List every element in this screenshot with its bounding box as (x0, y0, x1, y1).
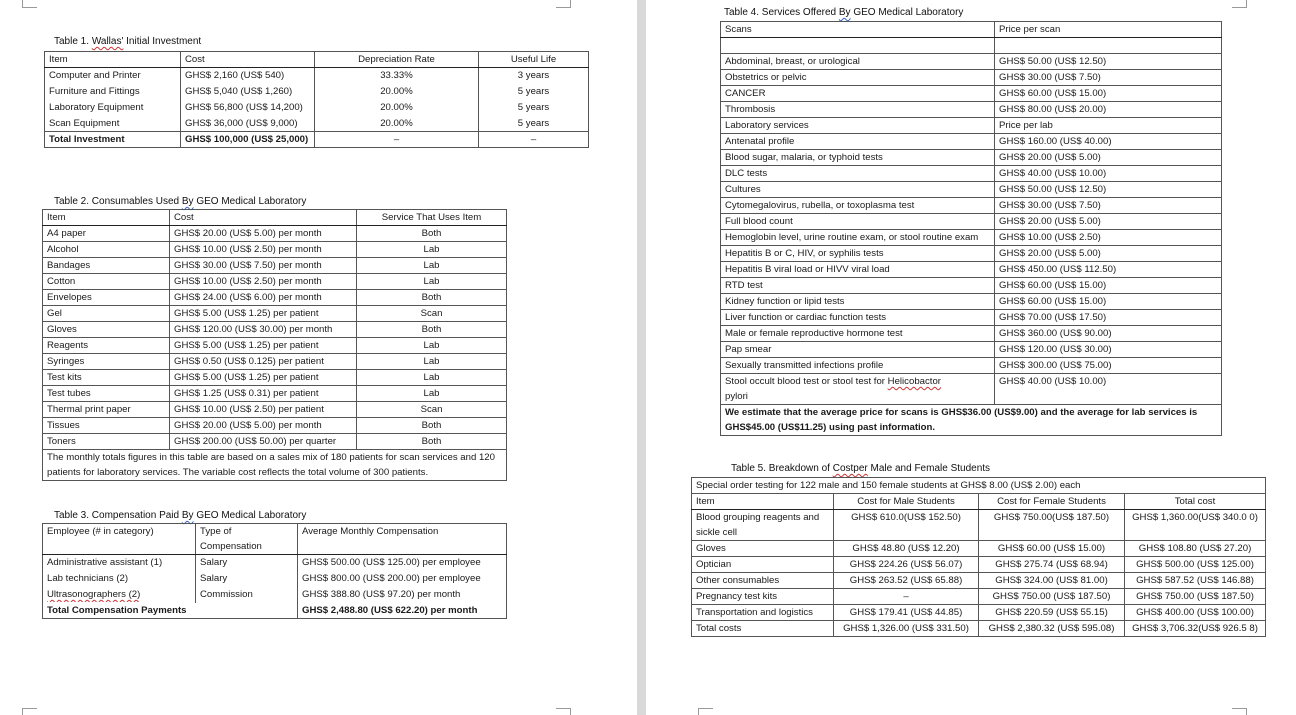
table-cell: GHS$ 40.00 (US$ 10.00) (995, 166, 1222, 182)
table-row (721, 70, 1222, 86)
table-cell (43, 587, 196, 603)
table-header-row (43, 524, 507, 555)
total-cell: GHS$ 2,488.80 (US$ 622.20) per month (298, 603, 507, 619)
table-row (721, 278, 1222, 294)
caption-prefix: Table 2. Consumables Used (54, 196, 180, 207)
caption-prefix: Table 3. Compensation Paid (54, 510, 180, 521)
table-cell: 20.00% (315, 84, 479, 100)
table-row (43, 587, 507, 603)
table-cell: GHS$ 60.00 (US$ 15.00) (995, 278, 1222, 294)
table-note: The monthly totals figures in this table are based on a sales mix of 180 patients for scan services and 120 patients for laboratory services. The variable cost reflects the total volume of 300 patients. (43, 450, 507, 481)
table-cell: GHS$ 50.00 (US$ 12.50) (995, 182, 1222, 198)
table-cell: Commission (196, 587, 298, 603)
table5-breakdown (691, 477, 1266, 637)
table-cell: GHS$ 30.00 (US$ 7.50) (995, 198, 1222, 214)
table5-caption (731, 463, 990, 474)
table-cell: GHS$ 160.00 (US$ 40.00) (995, 134, 1222, 150)
table-row (721, 310, 1222, 326)
table-cell: 5 years (479, 100, 589, 116)
table-row (43, 274, 507, 290)
table-cell: Thermal print paper (43, 402, 170, 418)
table-cell: Lab (357, 370, 507, 386)
page-corner-mark (22, 708, 37, 715)
table-cell: GHS$ 10.00 (US$ 2.50) per month (170, 274, 357, 290)
table-row (721, 326, 1222, 342)
table-row (43, 306, 507, 322)
stool-test-text: Stool occult blood test or stool test for (725, 376, 885, 387)
table-cell: GHS$ 450.00 (US$ 112.50) (995, 262, 1222, 278)
table-cell: GHS$ 36,000 (US$ 9,000) (181, 116, 315, 132)
table-cell: GHS$ 80.00 (US$ 20.00) (995, 102, 1222, 118)
table-cell: GHS$ 120.00 (US$ 30.00) (995, 342, 1222, 358)
table-cell: GHS$ 10.00 (US$ 2.50) per month (170, 242, 357, 258)
table-cell: GHS$ 324.00 (US$ 81.00) (979, 573, 1125, 589)
total-cell: Total Compensation Payments (43, 603, 298, 619)
table-row (45, 84, 589, 100)
table-cell: GHS$ 275.74 (US$ 68.94) (979, 557, 1125, 573)
page-corner-mark (1232, 708, 1247, 715)
table-cell: 3 years (479, 68, 589, 84)
table-cell: Envelopes (43, 290, 170, 306)
table-cell: Test kits (43, 370, 170, 386)
section-header-row (721, 118, 1222, 134)
total-cell: GHS$ 2,380.32 (US$ 595.08) (979, 621, 1125, 637)
table-cell: 5 years (479, 84, 589, 100)
column-header: Service That Uses Item (357, 210, 507, 226)
page-corner-mark (1232, 0, 1247, 8)
table-cell: GHS$ 120.00 (US$ 30.00) per month (170, 322, 357, 338)
table-cell: Lab (357, 274, 507, 290)
table-row (721, 150, 1222, 166)
table-cell: GHS$ 179.41 (US$ 44.85) (834, 605, 979, 621)
table-cell: Other consumables (692, 573, 834, 589)
table-cell: GHS$ 224.26 (US$ 56.07) (834, 557, 979, 573)
table-cell: Syringes (43, 354, 170, 370)
table-cell: Kidney function or lipid tests (721, 294, 995, 310)
table-row (43, 370, 507, 386)
table-cell: GHS$ 360.00 (US$ 90.00) (995, 326, 1222, 342)
caption-prefix: Table 4. Services Offered (724, 7, 837, 18)
table-cell: GHS$ 56,800 (US$ 14,200) (181, 100, 315, 116)
table-header-row (692, 494, 1266, 510)
table-cell (721, 374, 995, 405)
table2-caption (54, 196, 306, 207)
table-row (43, 434, 507, 450)
column-header: Total cost (1125, 494, 1266, 510)
table-row (721, 246, 1222, 262)
table-cell: Gloves (43, 322, 170, 338)
table-cell: Both (357, 322, 507, 338)
table-cell: GHS$ 300.00 (US$ 75.00) (995, 358, 1222, 374)
column-header: Scans (721, 22, 995, 38)
table-cell: Cultures (721, 182, 995, 198)
table-row (692, 573, 1266, 589)
table-header-row (43, 210, 507, 226)
note-row (721, 405, 1222, 436)
table-row (721, 198, 1222, 214)
note-row (43, 450, 507, 481)
table-cell: Obstetrics or pelvic (721, 70, 995, 86)
table-cell: GHS$ 610.0(US$ 152.50) (834, 510, 979, 541)
table-cell: Scan Equipment (45, 116, 181, 132)
total-cell: GHS$ 3,706.32(US$ 926.5 8) (1125, 621, 1266, 637)
table-cell: Cytomegalovirus, rubella, or toxoplasma test (721, 198, 995, 214)
table-row (43, 338, 507, 354)
table-cell: GHS$ 750.00 (US$ 187.50) (979, 589, 1125, 605)
table-row (721, 182, 1222, 198)
table-row (43, 242, 507, 258)
table-cell: GHS$ 20.00 (US$ 5.00) (995, 214, 1222, 230)
caption-by: By (181, 510, 194, 521)
table-cell: 20.00% (315, 116, 479, 132)
section-header: Price per lab (995, 118, 1222, 134)
total-row (45, 132, 589, 148)
table-cell: GHS$ 10.00 (US$ 2.50) (995, 230, 1222, 246)
table-cell: GHS$ 30.00 (US$ 7.50) (995, 70, 1222, 86)
table-row (721, 134, 1222, 150)
table-row (43, 290, 507, 306)
column-header: Depreciation Rate (315, 52, 479, 68)
caption-rest: GEO Medical Laboratory (196, 510, 307, 521)
table-subtitle: Special order testing for 122 male and 150 female students at GHS$ 8.00 (US$ 2.00) each (692, 478, 1266, 494)
caption-prefix: Table 1. (54, 36, 90, 47)
table-cell: Reagents (43, 338, 170, 354)
table-cell: Antenatal profile (721, 134, 995, 150)
table-row (692, 557, 1266, 573)
caption-rest: Initial Investment (126, 36, 202, 47)
table-row (721, 214, 1222, 230)
caption-rest: GEO Medical Laboratory (853, 7, 964, 18)
column-header: Item (45, 52, 181, 68)
column-header: Employee (# in category) (43, 524, 196, 555)
column-header: Cost for Male Students (834, 494, 979, 510)
caption-by: By (181, 196, 194, 207)
table-cell: A4 paper (43, 226, 170, 242)
column-header: Type of Compensation (196, 524, 298, 555)
table-cell: 5 years (479, 116, 589, 132)
table-cell: GHS$ 750.00(US$ 187.50) (979, 510, 1125, 541)
table-cell: GHS$ 800.00 (US$ 200.00) per employee (298, 571, 507, 587)
table-cell: Transportation and logistics (692, 605, 834, 621)
caption-prefix: Table 5. Breakdown of (731, 463, 830, 474)
table-cell: Blood sugar, malaria, or typhoid tests (721, 150, 995, 166)
table-cell: GHS$ 108.80 (US$ 27.20) (1125, 541, 1266, 557)
page-corner-mark (556, 708, 571, 715)
column-header: Average Monthly Compensation (298, 524, 507, 555)
table-row (692, 541, 1266, 557)
table2-consumables (42, 209, 507, 481)
table-row (721, 86, 1222, 102)
table-cell: 20.00% (315, 100, 479, 116)
table-cell: GHS$ 587.52 (US$ 146.88) (1125, 573, 1266, 589)
table-row (43, 386, 507, 402)
employee-label: Ultrasonographers (2) (47, 589, 141, 600)
column-header: Item (43, 210, 170, 226)
table-cell: Test tubes (43, 386, 170, 402)
table4-caption (724, 7, 963, 18)
column-header: Item (692, 494, 834, 510)
table1-initial-investment (44, 51, 589, 148)
table-cell: GHS$ 5.00 (US$ 1.25) per patient (170, 338, 357, 354)
table-cell: Lab technicians (2) (43, 571, 196, 587)
section-header: Laboratory services (721, 118, 995, 134)
subtitle-row (692, 478, 1266, 494)
table-cell: Male or female reproductive hormone test (721, 326, 995, 342)
table-cell: Hepatitis B or C, HIV, or syphilis tests (721, 246, 995, 262)
table-cell: GHS$ 20.00 (US$ 5.00) per month (170, 418, 357, 434)
caption-rest: Male and Female Students (870, 463, 991, 474)
table-cell: GHS$ 400.00 (US$ 100.00) (1125, 605, 1266, 621)
column-header: Price per scan (995, 22, 1222, 38)
page-corner-mark (556, 0, 571, 8)
table-cell: GHS$ 70.00 (US$ 17.50) (995, 310, 1222, 326)
table-note: We estimate that the average price for scans is GHS$36.00 (US$9.00) and the average for lab services is GHS$45.00 (US$11.25) using past information. (721, 405, 1222, 436)
table-cell: Thrombosis (721, 102, 995, 118)
table-cell: GHS$ 60.00 (US$ 15.00) (995, 294, 1222, 310)
table-cell: 33.33% (315, 68, 479, 84)
table-row (43, 555, 507, 571)
total-cell: GHS$ 1,326.00 (US$ 331.50) (834, 621, 979, 637)
table-cell: CANCER (721, 86, 995, 102)
table-row (721, 342, 1222, 358)
table-cell: Both (357, 434, 507, 450)
table-cell: GHS$ 1,360.00(US$ 340.0 0) (1125, 510, 1266, 541)
table-cell: Pregnancy test kits (692, 589, 834, 605)
page-corner-mark (22, 0, 37, 8)
table-cell: GHS$ 20.00 (US$ 5.00) per month (170, 226, 357, 242)
table-cell: Pap smear (721, 342, 995, 358)
table-row (45, 100, 589, 116)
table-cell: Hemoglobin level, urine routine exam, or stool routine exam (721, 230, 995, 246)
table-cell: GHS$ 388.80 (US$ 97.20) per month (298, 587, 507, 603)
column-header: Cost (181, 52, 315, 68)
table-header-row (721, 22, 1222, 38)
table-cell: Optician (692, 557, 834, 573)
table-cell: GHS$ 60.00 (US$ 15.00) (995, 86, 1222, 102)
table-row (721, 294, 1222, 310)
table-cell: Full blood count (721, 214, 995, 230)
table-cell: Both (357, 418, 507, 434)
table-row (721, 54, 1222, 70)
stool-test-text: Helicobactor (887, 376, 941, 387)
table-cell: GHS$ 60.00 (US$ 15.00) (979, 541, 1125, 557)
table-cell: Salary (196, 571, 298, 587)
table-cell: GHS$ 30.00 (US$ 7.50) per month (170, 258, 357, 274)
table-row (721, 102, 1222, 118)
table-cell: RTD test (721, 278, 995, 294)
table-row (43, 418, 507, 434)
table1-caption (54, 36, 201, 47)
table-cell: Lab (357, 354, 507, 370)
table3-compensation (42, 523, 507, 619)
table-row (692, 510, 1266, 541)
column-header: Cost for Female Students (979, 494, 1125, 510)
table-cell: Lab (357, 338, 507, 354)
table-row (721, 262, 1222, 278)
total-cell: Total Investment (45, 132, 181, 148)
table-row (43, 571, 507, 587)
table-cell: GHS$ 20.00 (US$ 5.00) (995, 246, 1222, 262)
table-cell: GHS$ 24.00 (US$ 6.00) per month (170, 290, 357, 306)
table-cell: GHS$ 200.00 (US$ 50.00) per quarter (170, 434, 357, 450)
table-cell: GHS$ 20.00 (US$ 5.00) (995, 150, 1222, 166)
table-cell: Gel (43, 306, 170, 322)
caption-by: By (838, 7, 851, 18)
table-cell: Bandages (43, 258, 170, 274)
page-gap (637, 0, 646, 715)
total-cell: – (479, 132, 589, 148)
table-cell: Gloves (692, 541, 834, 557)
total-cell: – (315, 132, 479, 148)
table-cell: Liver function or cardiac function tests (721, 310, 995, 326)
table-cell: GHS$ 5.00 (US$ 1.25) per patient (170, 370, 357, 386)
table-cell: Cotton (43, 274, 170, 290)
table-cell: GHS$ 750.00 (US$ 187.50) (1125, 589, 1266, 605)
table-cell: GHS$ 2,160 (US$ 540) (181, 68, 315, 84)
table-row (43, 354, 507, 370)
caption-squiggle: Costper (832, 463, 868, 474)
column-header: Cost (170, 210, 357, 226)
right-page (646, 0, 1296, 715)
table-row (721, 358, 1222, 374)
table-cell: Administrative assistant (1) (43, 555, 196, 571)
table-cell: GHS$ 40.00 (US$ 10.00) (995, 374, 1222, 405)
table-cell: Hepatitis B viral load or HIVV viral load (721, 262, 995, 278)
table3-caption (54, 510, 306, 521)
table-cell: GHS$ 500.00 (US$ 125.00) (1125, 557, 1266, 573)
table-cell: GHS$ 5.00 (US$ 1.25) per patient (170, 306, 357, 322)
table-row (43, 322, 507, 338)
table-header-row (45, 52, 589, 68)
table-row (43, 258, 507, 274)
table-cell: GHS$ 5,040 (US$ 1,260) (181, 84, 315, 100)
table-cell: Laboratory Equipment (45, 100, 181, 116)
total-row (692, 621, 1266, 637)
table-cell: Both (357, 290, 507, 306)
table-row (45, 68, 589, 84)
stool-test-text: pylori (725, 391, 748, 402)
table-row (43, 226, 507, 242)
table-row (721, 374, 1222, 405)
column-header: Useful Life (479, 52, 589, 68)
table-cell: Computer and Printer (45, 68, 181, 84)
table-cell: GHS$ 0.50 (US$ 0.125) per patient (170, 354, 357, 370)
table-cell: Scan (357, 402, 507, 418)
total-row (43, 603, 507, 619)
table-row (692, 605, 1266, 621)
table4-services (720, 21, 1222, 436)
table-cell: Toners (43, 434, 170, 450)
table-row (721, 166, 1222, 182)
table-row (692, 589, 1266, 605)
table-cell: Alcohol (43, 242, 170, 258)
table-cell: Tissues (43, 418, 170, 434)
total-cell: GHS$ 100,000 (US$ 25,000) (181, 132, 315, 148)
total-cell: Total costs (692, 621, 834, 637)
table-cell (995, 38, 1222, 54)
table-cell: Abdominal, breast, or urological (721, 54, 995, 70)
table-cell: Sexually transmitted infections profile (721, 358, 995, 374)
table-row (43, 402, 507, 418)
left-page (0, 0, 637, 715)
table-cell: GHS$ 50.00 (US$ 12.50) (995, 54, 1222, 70)
table-cell: Lab (357, 386, 507, 402)
table-cell: Salary (196, 555, 298, 571)
table-cell: Both (357, 226, 507, 242)
table-cell: Lab (357, 258, 507, 274)
table-cell: GHS$ 10.00 (US$ 2.50) per patient (170, 402, 357, 418)
table-cell: DLC tests (721, 166, 995, 182)
table-cell: Blood grouping reagents and sickle cell (692, 510, 834, 541)
table-cell: Scan (357, 306, 507, 322)
table-cell: GHS$ 263.52 (US$ 65.88) (834, 573, 979, 589)
table-row (45, 116, 589, 132)
table-cell (721, 38, 995, 54)
caption-name: Wallas' (91, 36, 124, 47)
page-corner-mark (698, 708, 713, 715)
table-cell: GHS$ 1.25 (US$ 0.31) per patient (170, 386, 357, 402)
table-row (721, 230, 1222, 246)
table-cell: GHS$ 500.00 (US$ 125.00) per employee (298, 555, 507, 571)
caption-rest: GEO Medical Laboratory (196, 196, 307, 207)
table-cell: Lab (357, 242, 507, 258)
table-cell: – (834, 589, 979, 605)
table-cell: GHS$ 48.80 (US$ 12.20) (834, 541, 979, 557)
spacer-row (721, 38, 1222, 54)
table-cell: Furniture and Fittings (45, 84, 181, 100)
table-cell: GHS$ 220.59 (US$ 55.15) (979, 605, 1125, 621)
